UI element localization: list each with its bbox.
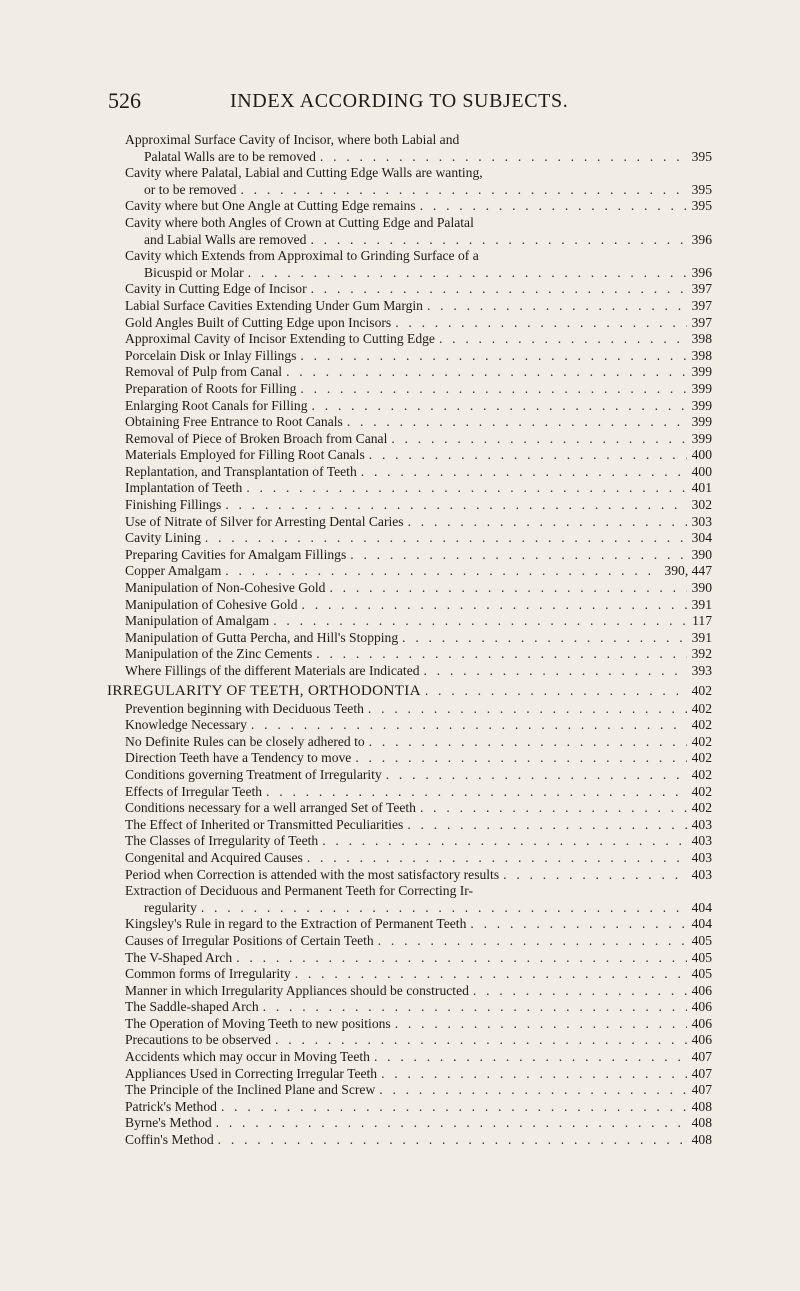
index-entry-line — [125, 431, 712, 448]
index-entry-line — [125, 916, 712, 933]
dot-leader — [499, 867, 687, 884]
index-entry-page: 399 — [691, 414, 712, 430]
index-entry-line — [125, 800, 712, 817]
index-entry-page: 406 — [691, 1015, 712, 1031]
index-entry-line — [125, 613, 712, 630]
dot-leader — [307, 281, 687, 298]
dot-leader — [308, 398, 688, 415]
running-title: INDEX ACCORDING TO SUBJECTS. — [230, 90, 569, 112]
index-entry-page: 402 — [691, 683, 712, 698]
index-entry-line — [125, 817, 712, 834]
index-entry-text: Preparation of Roots for Filling — [125, 380, 297, 396]
index-entry-line — [125, 331, 712, 348]
index-section — [125, 132, 712, 680]
dot-leader — [365, 734, 687, 751]
index-entry-page: 302 — [691, 497, 712, 513]
index-entry-text: regularity — [144, 899, 197, 915]
index-entry-line — [125, 646, 712, 663]
index-entry-text: Cavity where both Angles of Crown at Cutting Edge and Palatal — [125, 214, 474, 230]
index-entry-text: Replantation, and Transplantation of Teeth — [125, 463, 357, 479]
index-entry-line — [125, 1016, 712, 1033]
index-entry-page: 303 — [691, 513, 712, 529]
index-entry-page: 117 — [692, 613, 712, 629]
index-entry-page: 390 — [691, 580, 712, 596]
index-entry-line — [125, 983, 712, 1000]
index-entry-line — [125, 734, 712, 751]
dot-leader — [232, 950, 687, 967]
index-entry — [125, 165, 712, 198]
index-entry — [125, 514, 712, 531]
index-entry-text: The Principle of the Inclined Plane and Screw — [125, 1082, 376, 1098]
dot-leader — [466, 916, 687, 933]
index-entry-line — [125, 563, 712, 580]
dot-leader — [221, 563, 661, 580]
index-entry-text: Palatal Walls are to be removed — [144, 148, 316, 164]
index-entry — [125, 431, 712, 448]
index-entry-line — [125, 933, 712, 950]
page-header — [0, 86, 800, 116]
dot-leader — [282, 364, 687, 381]
dot-leader — [303, 850, 687, 867]
index-entry-page: 408 — [691, 1115, 712, 1131]
index-entry-page: 404 — [691, 916, 712, 932]
index-entry — [125, 381, 712, 398]
index-entry-line — [125, 950, 712, 967]
index-entry-text: Accidents which may occur in Moving Teeth — [125, 1049, 370, 1065]
index-entry — [125, 983, 712, 1000]
index-entry-text: Approximal Surface Cavity of Incisor, where both Labial and — [125, 132, 460, 147]
index-entry-line — [125, 514, 712, 531]
index-entry-page: 405 — [691, 966, 712, 982]
index-entry-page: 397 — [691, 297, 712, 313]
index-entry — [125, 547, 712, 564]
index-entry-text: Byrne's Method — [125, 1115, 212, 1131]
index-entry-text: The Classes of Irregularity of Teeth — [125, 833, 319, 849]
index-entry-text: Causes of Irregular Positions of Certain Teeth — [125, 932, 374, 948]
index-entry — [125, 1115, 712, 1132]
dot-leader — [370, 1049, 687, 1066]
index-entry-line — [125, 1032, 712, 1049]
index-entry — [125, 916, 712, 933]
index-entry-line — [125, 833, 712, 850]
index-entry-page: 402 — [691, 800, 712, 816]
dot-leader — [375, 1082, 687, 1099]
index-entry-line — [125, 364, 712, 381]
index-entry-text: Patrick's Method — [125, 1098, 217, 1114]
dot-leader — [423, 298, 687, 315]
index-entry-line — [125, 547, 712, 564]
dot-leader — [421, 683, 687, 700]
index-entry-page: 399 — [691, 397, 712, 413]
dot-leader — [269, 613, 687, 630]
page-number: 526 — [108, 88, 141, 113]
index-entry-page: 405 — [691, 949, 712, 965]
index-entry — [125, 784, 712, 801]
index-entry-text: Effects of Irregular Teeth — [125, 783, 263, 799]
index-entry — [125, 1132, 712, 1149]
index-entry-page: 399 — [691, 364, 712, 380]
index-entry — [125, 447, 712, 464]
index-entry-text: Cavity where Palatal, Labial and Cutting Edge Walls are wanting, — [125, 165, 483, 181]
index-entry — [125, 348, 712, 365]
dot-leader — [291, 966, 687, 983]
index-entry-line — [125, 767, 712, 784]
index-entry-page: 406 — [691, 982, 712, 998]
dot-leader — [377, 1066, 687, 1083]
dot-leader — [364, 701, 687, 718]
index-entry-line — [125, 966, 712, 983]
dot-leader — [242, 480, 687, 497]
index-entry-text: No Definite Rules can be closely adhered to — [125, 733, 365, 749]
index-entry-line — [125, 182, 712, 199]
index-entry-page: 403 — [691, 833, 712, 849]
index-entry-text: Obtaining Free Entrance to Root Canals — [125, 414, 343, 430]
index-entry-line — [125, 900, 712, 917]
index-entry — [125, 613, 712, 630]
dot-leader — [296, 381, 687, 398]
index-entry-line — [125, 850, 712, 867]
index-entry-text: Appliances Used in Correcting Irregular Teeth — [125, 1065, 378, 1081]
index-entry-text: The Effect of Inherited or Transmitted Peculiarities — [125, 816, 404, 832]
index-entry-page: 402 — [691, 783, 712, 799]
dot-leader — [404, 514, 687, 531]
index-entry-text: Knowledge Necessary — [125, 717, 247, 733]
dot-leader — [420, 663, 687, 680]
index-entry — [125, 1049, 712, 1066]
index-entry-page: 406 — [691, 1032, 712, 1048]
index-entry — [125, 480, 712, 497]
section-heading — [107, 683, 712, 700]
index-entry-text: Gold Angles Built of Cutting Edge upon Incisors — [125, 314, 392, 330]
index-entry — [125, 1016, 712, 1033]
index-entry-page: 395 — [691, 198, 712, 214]
index-entry-line — [125, 663, 712, 680]
index-entry-line — [125, 348, 712, 365]
index-entry — [125, 1082, 712, 1099]
index-entry-text: Manipulation of the Zinc Cements — [125, 646, 313, 662]
index-entry-line — [125, 701, 712, 718]
index-entry-page: 401 — [691, 480, 712, 496]
index-entry-page: 393 — [691, 663, 712, 678]
index-entry-line — [125, 198, 712, 215]
index-entry-page: 402 — [691, 750, 712, 766]
index-entry-text: Labial Surface Cavities Extending Under Gum Margin — [125, 297, 423, 313]
index-entry-page: 390 — [691, 546, 712, 562]
index-entry — [125, 563, 712, 580]
index-entry-line — [125, 398, 712, 415]
index-entry-page: 400 — [691, 463, 712, 479]
dot-leader — [316, 149, 687, 166]
index-entry-text: Precautions to be observed — [125, 1032, 272, 1048]
index-entry — [125, 198, 712, 215]
index-entry-line — [125, 1115, 712, 1132]
dot-leader — [236, 182, 687, 199]
index-entry-line — [125, 717, 712, 734]
dot-leader — [435, 331, 687, 348]
index-entry-text: Manipulation of Gutta Percha, and Hill's Stopping — [125, 629, 399, 645]
index-entry — [125, 580, 712, 597]
index-entry — [125, 966, 712, 983]
dot-leader — [217, 1099, 687, 1116]
index-entry-line — [125, 1082, 712, 1099]
index-entry-text: Manipulation of Cohesive Gold — [125, 596, 298, 612]
index-entry-text: Prevention beginning with Deciduous Teeth — [125, 700, 364, 716]
index-entry-text: and Labial Walls are removed — [144, 231, 307, 247]
index-entry-page: 391 — [691, 629, 712, 645]
index-entry-page: 402 — [691, 700, 712, 716]
dot-leader — [296, 348, 687, 365]
index-entry — [125, 867, 712, 884]
dot-leader — [391, 315, 687, 332]
index-entry-page: 404 — [691, 899, 712, 915]
index-entry — [125, 767, 712, 784]
index-entry-text: IRREGULARITY OF TEETH, ORTHODONTIA — [107, 682, 421, 699]
dot-leader — [416, 800, 687, 817]
index-entry-text: Cavity Lining — [125, 530, 201, 546]
index-entry-page: 399 — [691, 380, 712, 396]
dot-leader — [298, 597, 687, 614]
index-entry-text: Conditions necessary for a well arranged Set of Teeth — [125, 800, 416, 816]
index-entry-text: Manipulation of Amalgam — [125, 613, 270, 629]
dot-leader — [221, 497, 687, 514]
index-entry — [125, 817, 712, 834]
index-entry-text: Preparing Cavities for Amalgam Fillings — [125, 546, 347, 562]
index-entry — [125, 414, 712, 431]
index-entry-line — [125, 750, 712, 767]
index-entry-page: 398 — [691, 347, 712, 363]
index-entry — [125, 315, 712, 332]
index-entry-line — [125, 414, 712, 431]
dot-leader — [382, 767, 687, 784]
dot-leader — [318, 833, 687, 850]
index-entry — [125, 398, 712, 415]
index-entry-page: 304 — [691, 530, 712, 546]
index-entry — [125, 717, 712, 734]
index-entry-line — [125, 580, 712, 597]
index-entry-line — [125, 497, 712, 514]
index-entry-page: 407 — [691, 1049, 712, 1065]
index-entry-page: 407 — [691, 1065, 712, 1081]
index-entry-page: 395 — [691, 181, 712, 197]
index-entry — [125, 597, 712, 614]
index-entry-line — [125, 149, 712, 166]
index-entry-line — [125, 784, 712, 801]
dot-leader — [387, 431, 687, 448]
index-entry — [125, 215, 712, 248]
index-entry-page: 408 — [691, 1098, 712, 1114]
index-entry-page: 398 — [691, 331, 712, 347]
dot-leader — [201, 530, 687, 547]
dot-leader — [357, 464, 687, 481]
dot-leader — [346, 547, 687, 564]
dot-leader — [214, 1132, 687, 1149]
index-entry-line — [125, 480, 712, 497]
index-entry-text: The Operation of Moving Teeth to new positions — [125, 1015, 391, 1031]
index-entry — [125, 950, 712, 967]
index-entry-text: Copper Amalgam — [125, 563, 222, 579]
index-entry-line — [125, 1132, 712, 1149]
dot-leader — [197, 900, 687, 917]
index-entry-text: or to be removed — [144, 181, 237, 197]
index-entry-page: 399 — [691, 430, 712, 446]
index-entry-text: The Saddle-shaped Arch — [125, 999, 259, 1015]
index-entry-line — [125, 1099, 712, 1116]
index-entry-line — [125, 315, 712, 332]
index-entry-text: Implantation of Teeth — [125, 480, 243, 496]
index-entry-page: 397 — [691, 314, 712, 330]
index-entry-line — [125, 298, 712, 315]
index-entry — [125, 663, 712, 680]
index-entry-text: Finishing Fillings — [125, 497, 222, 513]
dot-leader — [398, 630, 687, 647]
index-entry-text: Cavity where but One Angle at Cutting Edge remains — [125, 198, 416, 214]
index-entry-text: Materials Employed for Filling Root Canals — [125, 447, 365, 463]
index-entry-page: 396 — [691, 264, 712, 280]
index-entry — [125, 1066, 712, 1083]
dot-leader — [416, 198, 687, 215]
index-entry — [125, 734, 712, 751]
index-entry — [125, 630, 712, 647]
index-entry-text: Removal of Pulp from Canal — [125, 364, 283, 380]
dot-leader — [351, 750, 687, 767]
index-entry-text: Manner in which Irregularity Appliances should be constructed — [125, 982, 469, 998]
index-entry-text: Cavity in Cutting Edge of Incisor — [125, 281, 307, 297]
index-entry — [125, 364, 712, 381]
index-section — [107, 682, 712, 1149]
index-entry-page: 391 — [691, 596, 712, 612]
dot-leader — [259, 999, 687, 1016]
index-entry — [125, 646, 712, 663]
index-entry-page: 406 — [691, 999, 712, 1015]
index-entry-line — [125, 447, 712, 464]
index-entry-text: Conditions governing Treatment of Irregularity — [125, 766, 382, 782]
index-entry-text: Congenital and Acquired Causes — [125, 849, 303, 865]
index-entry-text: Removal of Piece of Broken Broach from Canal — [125, 430, 388, 446]
index-entry-line — [125, 265, 712, 282]
index-entry — [125, 999, 712, 1016]
index-entry-text: Where Fillings of the different Materials are Indicated — [125, 663, 420, 678]
index-entry — [125, 132, 712, 165]
index-entry-page: 402 — [691, 766, 712, 782]
index-entry — [125, 281, 712, 298]
index-entry-page: 405 — [691, 932, 712, 948]
index-entry-text: Bicuspid or Molar — [144, 264, 244, 280]
dot-leader — [247, 717, 687, 734]
dot-leader — [262, 784, 687, 801]
index-entry — [125, 800, 712, 817]
index-entry-line — [125, 530, 712, 547]
index-entry — [125, 248, 712, 281]
index-entry-page: 396 — [691, 231, 712, 247]
index-entry-line — [125, 999, 712, 1016]
index-entry — [125, 331, 712, 348]
dot-leader — [365, 447, 687, 464]
index-entry-page: 392 — [691, 646, 712, 662]
index-entry-page: 402 — [691, 733, 712, 749]
index-entry — [125, 497, 712, 514]
dot-leader — [469, 983, 687, 1000]
index-entry-text: Kingsley's Rule in regard to the Extraction of Permanent Teeth — [125, 916, 467, 932]
index-entry-line — [125, 597, 712, 614]
index-entry-page: 403 — [691, 816, 712, 832]
dot-leader — [325, 580, 687, 597]
dot-leader — [212, 1115, 687, 1132]
index-entry-line — [125, 1066, 712, 1083]
dot-leader — [312, 646, 687, 663]
index-entry-line — [125, 464, 712, 481]
dot-leader — [244, 265, 687, 282]
dot-leader — [306, 232, 687, 249]
index-entry-text: Direction Teeth have a Tendency to move — [125, 750, 352, 766]
index-entry — [125, 883, 712, 916]
dot-leader — [343, 414, 687, 431]
dot-leader — [403, 817, 687, 834]
index-entry — [125, 701, 712, 718]
index-entry-page: 395 — [691, 148, 712, 164]
index-entry-text: Coffin's Method — [125, 1132, 214, 1148]
index-entry-page: 402 — [691, 717, 712, 733]
index-entry-text: Use of Nitrate of Silver for Arresting Dental Caries — [125, 513, 404, 529]
index-entry — [125, 530, 712, 547]
dot-leader — [374, 933, 687, 950]
index-entry — [125, 298, 712, 315]
index-entry-page: 397 — [691, 281, 712, 297]
index-entry-line — [125, 1049, 712, 1066]
index-entry-text: Common forms of Irregularity — [125, 966, 291, 982]
index-entry-text: Porcelain Disk or Inlay Fillings — [125, 347, 297, 363]
index-entry — [125, 1099, 712, 1116]
index-entry-text: Approximal Cavity of Incisor Extending to Cutting Edge — [125, 331, 435, 347]
index-entry-page: 403 — [691, 866, 712, 882]
index-entry-line — [125, 630, 712, 647]
index-entry — [125, 833, 712, 850]
index-entry-text: Manipulation of Non-Cohesive Gold — [125, 580, 326, 596]
index-entry-line — [125, 232, 712, 249]
index-entry — [125, 1032, 712, 1049]
index-entry-text: Period when Correction is attended with the most satisfactory results — [125, 866, 500, 882]
index-entry-line — [107, 683, 712, 700]
index-entry-text: Extraction of Deciduous and Permanent Teeth for Correcting Ir- — [125, 883, 474, 899]
index-entry-page: 407 — [691, 1082, 712, 1098]
index-entry-text: The V-Shaped Arch — [125, 949, 233, 965]
index-entry-line — [125, 867, 712, 884]
index-entry-line — [125, 381, 712, 398]
index-entry-line — [125, 281, 712, 298]
index-entry — [125, 750, 712, 767]
index-entry-page: 400 — [691, 447, 712, 463]
index-entry-page: 408 — [691, 1132, 712, 1148]
index-entry — [125, 933, 712, 950]
index-entry — [125, 464, 712, 481]
dot-leader — [391, 1016, 687, 1033]
index-entry-text: Cavity which Extends from Approximal to Grinding Surface of a — [125, 248, 479, 264]
index-entry — [125, 850, 712, 867]
dot-leader — [271, 1032, 687, 1049]
index-entry-page: 403 — [691, 849, 712, 865]
index-entry-text: Enlarging Root Canals for Filling — [125, 397, 308, 413]
index-entry-page: 390, 447 — [664, 563, 712, 579]
